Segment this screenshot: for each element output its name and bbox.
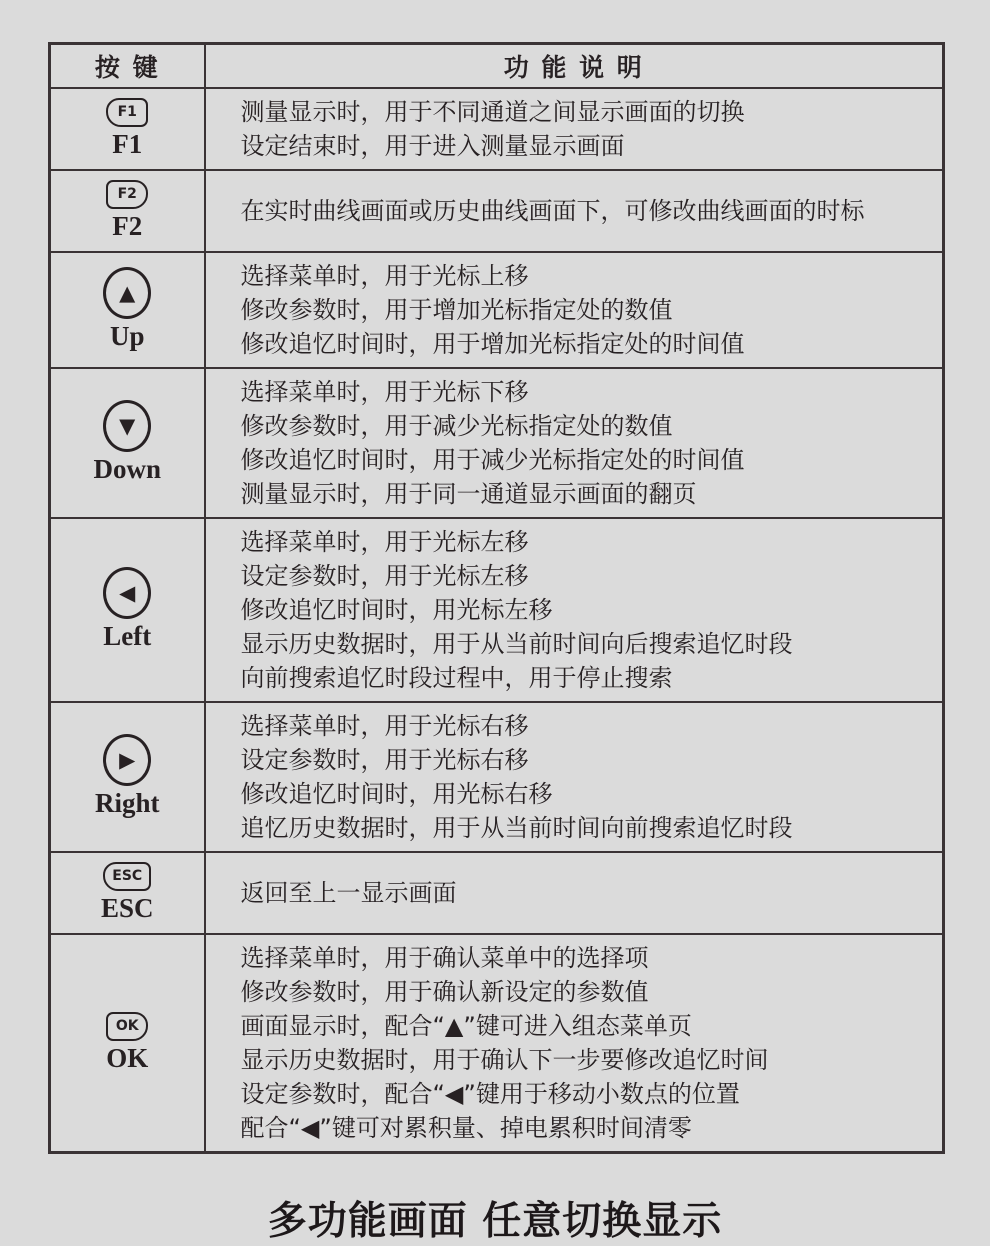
table-row-f2 (50, 170, 944, 252)
description-cell-esc (205, 852, 944, 934)
key-cell-right (50, 702, 205, 852)
description-line: 修改追忆时间时，用光标右移 (240, 779, 553, 808)
description-cell-right (205, 702, 944, 852)
table-row-right (50, 702, 944, 852)
key-cell-down (50, 368, 205, 518)
key-cell-f1 (50, 88, 205, 170)
description-line: 修改追忆时间时，用光标左移 (240, 595, 553, 624)
table-row-f1 (50, 88, 944, 170)
header-description-column: 功 能 说 明 (205, 44, 944, 88)
table-row-left (50, 518, 944, 702)
f2-key-icon: F2 (106, 180, 148, 209)
key-label-f2: F2 (112, 210, 143, 241)
key-function-table (48, 42, 945, 1154)
description-line: 选择菜单时，用于光标右移 (240, 711, 529, 740)
key-label-ok: OK (106, 1042, 149, 1073)
description-line: 设定结束时，用于进入测量显示画面 (240, 131, 625, 160)
left-arrow-icon-glyph: ◀ (119, 580, 136, 605)
table-header-row (50, 44, 944, 88)
right-arrow-icon (103, 734, 151, 786)
description-line: 画面显示时，配合“▲”键可进入组态菜单页 (240, 1011, 692, 1040)
up-arrow-icon (103, 267, 151, 319)
description-line: 修改参数时，用于确认新设定的参数值 (240, 977, 649, 1006)
key-cell-left (50, 518, 205, 702)
description-cell-ok (205, 934, 944, 1153)
description-line: 修改追忆时间时，用于减少光标指定处的时间值 (240, 445, 745, 474)
description-line: 追忆历史数据时，用于从当前时间向前搜索追忆时段 (240, 813, 793, 842)
description-cell-left (205, 518, 944, 702)
header-key-column: 按 键 (50, 44, 205, 88)
description-cell-down (205, 368, 944, 518)
key-label-down: Down (93, 454, 161, 485)
key-cell-ok (50, 934, 205, 1153)
up-arrow-icon-glyph: ▲ (119, 280, 136, 305)
key-cell-esc (50, 852, 205, 934)
description-line: 选择菜单时，用于光标左移 (240, 527, 529, 556)
description-line: 向前搜索追忆时段过程中，用于停止搜索 (240, 663, 673, 692)
description-line: 修改追忆时间时，用于增加光标指定处的时间值 (240, 329, 745, 358)
description-line: 选择菜单时，用于光标上移 (240, 261, 529, 290)
down-arrow-icon-glyph: ▼ (119, 413, 136, 438)
description-line: 设定参数时，用于光标左移 (240, 561, 529, 590)
key-label-f1: F1 (112, 128, 143, 159)
key-label-up: Up (109, 321, 145, 352)
description-cell-f1 (205, 88, 944, 170)
right-arrow-icon-glyph: ▶ (119, 747, 136, 772)
table-row-esc (50, 852, 944, 934)
key-cell-up (50, 252, 205, 368)
table-body (50, 88, 944, 1153)
description-line: 显示历史数据时，用于确认下一步要修改追忆时间 (240, 1045, 769, 1074)
table-row-ok (50, 934, 944, 1153)
key-label-right: Right (94, 788, 160, 819)
key-label-left: Left (103, 621, 152, 652)
description-cell-f2 (205, 170, 944, 252)
description-line: 选择菜单时，用于确认菜单中的选择项 (240, 943, 649, 972)
key-label-esc: ESC (100, 892, 154, 923)
description-line: 测量显示时，用于不同通道之间显示画面的切换 (240, 97, 745, 126)
description-line: 测量显示时，用于同一通道显示画面的翻页 (240, 479, 697, 508)
table-row-down (50, 368, 944, 518)
description-line: 设定参数时，用于光标右移 (240, 745, 529, 774)
description-line: 修改参数时，用于增加光标指定处的数值 (240, 295, 673, 324)
description-cell-up (205, 252, 944, 368)
down-arrow-icon (103, 400, 151, 452)
esc-key-icon: ESC (103, 862, 151, 891)
ok-key-icon: OK (106, 1012, 148, 1041)
footer-title: 多功能画面 任意切换显示 (267, 1198, 723, 1244)
description-line: 在实时曲线画面或历史曲线画面下，可修改曲线画面的时标 (240, 196, 865, 225)
description-line: 选择菜单时，用于光标下移 (240, 377, 529, 406)
description-line: 修改参数时，用于减少光标指定处的数值 (240, 411, 673, 440)
f1-key-icon: F1 (106, 98, 148, 127)
description-line: 设定参数时，配合“◀”键用于移动小数点的位置 (240, 1079, 740, 1108)
table-row-up (50, 252, 944, 368)
description-line: 配合“◀”键可对累积量、掉电累积时间清零 (240, 1113, 692, 1142)
description-line: 返回至上一显示画面 (240, 878, 457, 907)
key-cell-f2 (50, 170, 205, 252)
left-arrow-icon (103, 567, 151, 619)
description-line: 显示历史数据时，用于从当前时间向后搜索追忆时段 (240, 629, 793, 658)
